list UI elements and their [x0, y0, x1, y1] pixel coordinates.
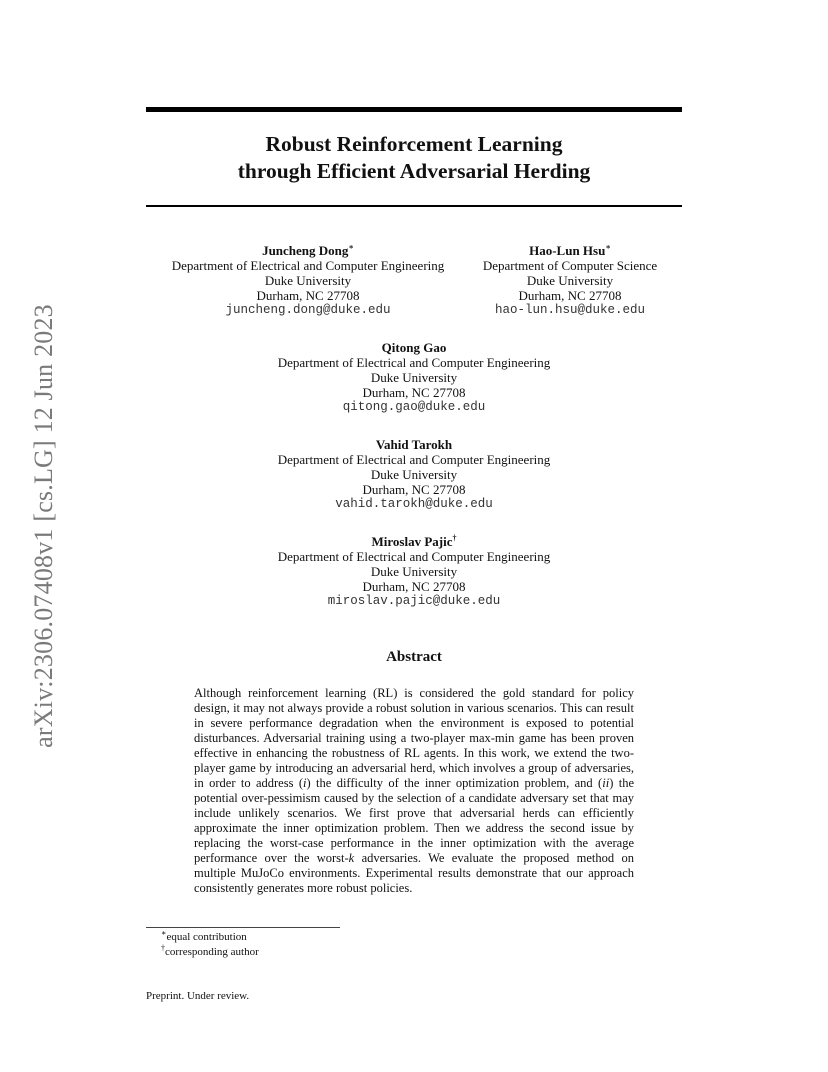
- author-university: Duke University: [526, 273, 614, 288]
- author-block-dong: [158, 243, 458, 318]
- author-university: Duke University: [264, 273, 352, 288]
- author-name: Vahid Tarokh: [375, 437, 453, 452]
- abstract-body: [194, 686, 634, 896]
- author-email[interactable]: hao-lun.hsu@duke.edu: [494, 303, 646, 317]
- footnote-mark: †: [161, 942, 165, 952]
- author-university: Duke University: [370, 370, 458, 385]
- abstract-text-4: adversaries. We evaluate the proposed method on multiple MuJoCo environments. Experimental results demonstrate that our approach consistently generates more robust policies.: [194, 851, 634, 895]
- author-email[interactable]: qitong.gao@duke.edu: [342, 400, 486, 414]
- abstract-text-1: Although reinforcement learning (RL) is considered the gold standard for policy design, it may not always provide a robust solution in various scenarios. This can result in severe performance degradation when the environment is exposed to potential disturbances. Adversarial training using a two-player max-min game has been proven effective in enhancing the robustness of RL agents. In this work, we extend the two-player game by introducing an adversarial herd, which involves a group of adversaries, in order to address (: [194, 686, 634, 790]
- author-department: Department of Computer Science: [482, 258, 658, 273]
- author-name: Qitong Gao: [381, 340, 447, 355]
- author-city: Durham, NC 27708: [362, 579, 466, 594]
- footnotes: [161, 930, 259, 959]
- author-block-pajic: [214, 534, 614, 609]
- author-city: Durham, NC 27708: [256, 288, 360, 303]
- author-university: Duke University: [370, 564, 458, 579]
- author-city: Durham, NC 27708: [362, 482, 466, 497]
- paper-title: [146, 131, 682, 185]
- footnote-text: corresponding author: [165, 945, 259, 958]
- author-email[interactable]: miroslav.pajic@duke.edu: [327, 594, 501, 608]
- abstract-text-3: ) the potential over-pessimism caused by the selection of a candidate adversary set that may include unlikely scenarios. We first prove that adversarial herds can efficiently approximate the inner optimization problem. Then we address the second issue by replacing the worst-case performance in the inner optimization with the average performance over the worst-: [194, 776, 635, 865]
- abstract-italic-k: k: [348, 851, 355, 865]
- abstract-text-2: ) the difficulty of the inner optimization problem, and (: [306, 776, 603, 790]
- author-email[interactable]: vahid.tarokh@duke.edu: [335, 497, 493, 511]
- abstract-heading: Abstract: [386, 649, 442, 665]
- author-department: Department of Electrical and Computer Engineering: [277, 549, 551, 564]
- footnote-rule: [146, 927, 340, 928]
- author-department: Department of Electrical and Computer Engineering: [277, 355, 551, 370]
- author-mark: †: [452, 533, 457, 543]
- author-department: Department of Electrical and Computer Engineering: [277, 452, 551, 467]
- author-block-tarokh: [214, 437, 614, 512]
- author-city: Durham, NC 27708: [362, 385, 466, 400]
- author-university: Duke University: [370, 467, 458, 482]
- author-mark: ∗: [348, 242, 354, 252]
- author-department: Department of Electrical and Computer Engineering: [171, 258, 445, 273]
- title-line-2: through Efficient Adversarial Herding: [237, 159, 591, 183]
- author-name: Hao-Lun Hsu: [529, 243, 606, 258]
- preprint-notice: Preprint. Under review.: [146, 990, 250, 1002]
- abstract-italic-ii: ii: [602, 776, 610, 790]
- author-name: Miroslav Pajic: [371, 534, 453, 549]
- author-name: Juncheng Dong: [262, 243, 349, 258]
- arxiv-id-text: arXiv:2306.07408v1 [cs.LG] 12 Jun 2023: [29, 304, 58, 748]
- abstract-italic-i: i: [303, 776, 307, 790]
- author-city: Durham, NC 27708: [518, 288, 622, 303]
- footnote-equal-contribution: [161, 930, 259, 945]
- footnote-mark: ∗: [161, 928, 167, 938]
- author-block-hsu: [470, 243, 670, 318]
- title-bottom-rule: [146, 205, 682, 207]
- author-email[interactable]: juncheng.dong@duke.edu: [225, 303, 391, 317]
- title-top-rule: [146, 107, 682, 112]
- author-block-gao: [214, 340, 614, 415]
- footnote-text: equal contribution: [166, 931, 247, 943]
- footnote-corresponding-author: [161, 942, 259, 960]
- title-line-1: Robust Reinforcement Learning: [265, 132, 563, 156]
- author-mark: ∗: [605, 242, 611, 252]
